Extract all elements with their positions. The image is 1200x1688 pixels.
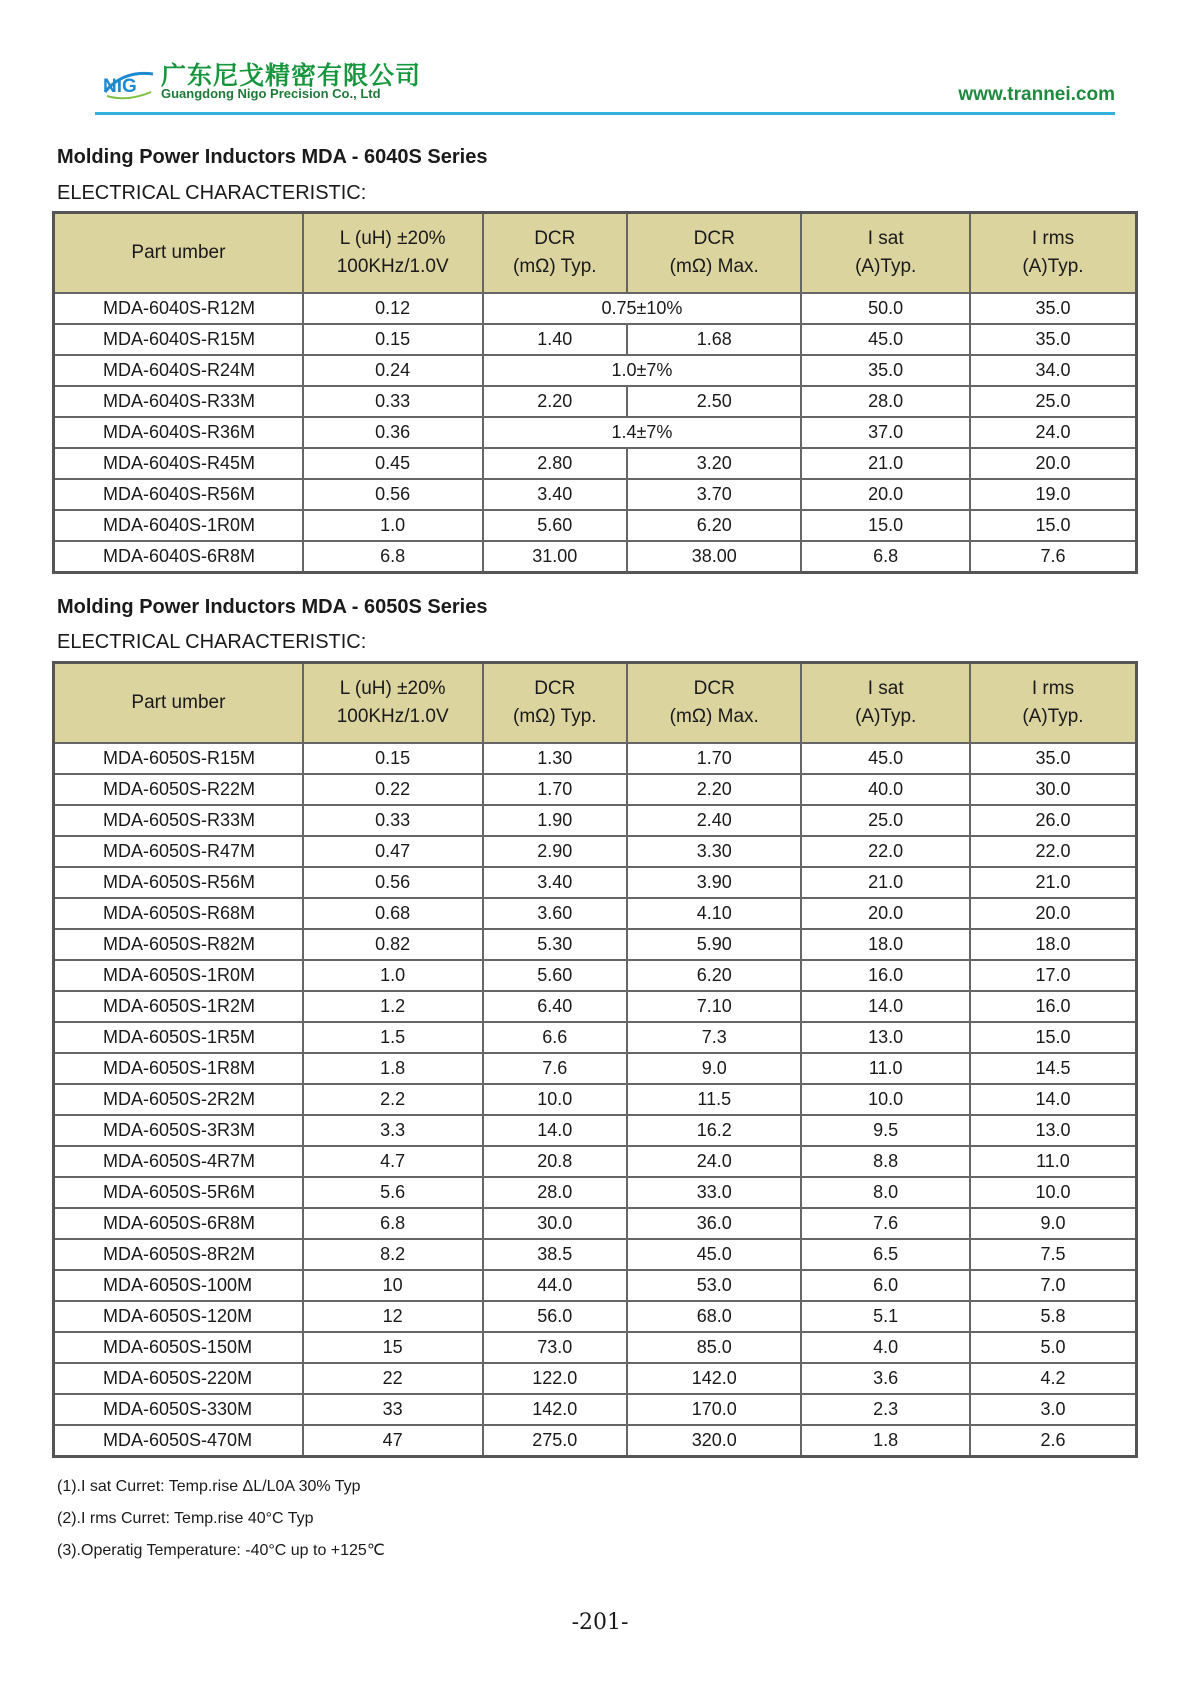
table-cell: 33 bbox=[303, 1394, 483, 1425]
column-header-line: I sat bbox=[867, 678, 904, 699]
table-cell: 18.0 bbox=[970, 929, 1137, 960]
footnote: (1).I sat Curret: Temp.rise ΔL/L0A 30% Typ bbox=[57, 1478, 361, 1495]
table-cell: 7.3 bbox=[627, 1022, 801, 1053]
table-cell: 2.3 bbox=[801, 1394, 970, 1425]
table-cell: 3.40 bbox=[483, 479, 628, 510]
part-number-cell: MDA-6050S-R56M bbox=[54, 867, 303, 898]
table-header bbox=[54, 213, 1137, 294]
table-cell: 20.0 bbox=[801, 479, 970, 510]
table-row bbox=[54, 1084, 1137, 1115]
table-row bbox=[54, 386, 1137, 417]
part-number-cell: MDA-6040S-R45M bbox=[54, 448, 303, 479]
table-row bbox=[54, 510, 1137, 541]
part-number-cell: MDA-6050S-1R5M bbox=[54, 1022, 303, 1053]
table-cell: 3.0 bbox=[970, 1394, 1137, 1425]
table-cell: 22.0 bbox=[801, 836, 970, 867]
column-header-line: (mΩ) Typ. bbox=[513, 256, 597, 277]
table-cell: 35.0 bbox=[801, 355, 970, 386]
table-cell: 11.0 bbox=[970, 1146, 1137, 1177]
column-header bbox=[483, 663, 628, 744]
table-cell: 36.0 bbox=[627, 1208, 801, 1239]
spec-table-6040s bbox=[52, 211, 1138, 574]
table-cell: 7.10 bbox=[627, 991, 801, 1022]
table-cell: 6.8 bbox=[801, 541, 970, 573]
table-cell: 20.0 bbox=[970, 448, 1137, 479]
table-cell: 18.0 bbox=[801, 929, 970, 960]
table-row bbox=[54, 774, 1137, 805]
column-header bbox=[303, 663, 483, 744]
table-row bbox=[54, 929, 1137, 960]
table-cell: 14.0 bbox=[801, 991, 970, 1022]
table-cell: 1.40 bbox=[483, 324, 628, 355]
table-cell: 4.10 bbox=[627, 898, 801, 929]
table-cell: 9.5 bbox=[801, 1115, 970, 1146]
table-cell: 25.0 bbox=[801, 805, 970, 836]
table-header bbox=[54, 663, 1137, 744]
table-row bbox=[54, 324, 1137, 355]
part-number-cell: MDA-6050S-4R7M bbox=[54, 1146, 303, 1177]
table-row bbox=[54, 1363, 1137, 1394]
table-cell: 25.0 bbox=[970, 386, 1137, 417]
table-cell: 17.0 bbox=[970, 960, 1137, 991]
table-row bbox=[54, 1425, 1137, 1457]
table-cell: 0.22 bbox=[303, 774, 483, 805]
table-row bbox=[54, 1301, 1137, 1332]
table-cell: 30.0 bbox=[483, 1208, 628, 1239]
table-cell: 0.33 bbox=[303, 805, 483, 836]
footnote: (3).Operatig Temperature: -40°C up to +125℃ bbox=[57, 1542, 385, 1559]
column-header-line: (A)Typ. bbox=[855, 706, 917, 727]
table-cell: 5.6 bbox=[303, 1177, 483, 1208]
table-cell: 19.0 bbox=[970, 479, 1137, 510]
table-cell: 7.6 bbox=[483, 1053, 628, 1084]
table-cell: 10.0 bbox=[801, 1084, 970, 1115]
column-header-line: L (uH) ±20% bbox=[339, 678, 446, 699]
part-number-cell: MDA-6050S-330M bbox=[54, 1394, 303, 1425]
table-cell: 5.60 bbox=[483, 960, 628, 991]
table-cell: 0.12 bbox=[303, 293, 483, 324]
series-title-6050s: Molding Power Inductors MDA - 6050S Series bbox=[57, 596, 488, 618]
table-cell: 24.0 bbox=[970, 417, 1137, 448]
table-cell: 7.6 bbox=[801, 1208, 970, 1239]
section-subtitle-6040s: ELECTRICAL CHARACTERISTIC: bbox=[57, 182, 367, 204]
table-cell: 4.0 bbox=[801, 1332, 970, 1363]
table-cell: 5.90 bbox=[627, 929, 801, 960]
table-cell: 85.0 bbox=[627, 1332, 801, 1363]
table-cell: 10 bbox=[303, 1270, 483, 1301]
table-cell: 1.0±7% bbox=[483, 355, 802, 386]
page-header bbox=[95, 52, 1115, 114]
part-number-cell: MDA-6050S-3R3M bbox=[54, 1115, 303, 1146]
table-row bbox=[54, 1146, 1137, 1177]
column-header-line: (A)Typ. bbox=[1022, 706, 1084, 727]
table-row bbox=[54, 355, 1137, 386]
table-cell: 1.0 bbox=[303, 510, 483, 541]
table-cell: 73.0 bbox=[483, 1332, 628, 1363]
table-cell: 0.24 bbox=[303, 355, 483, 386]
table-cell: 11.0 bbox=[801, 1053, 970, 1084]
column-header-line: (mΩ) Typ. bbox=[513, 706, 597, 727]
table-cell: 56.0 bbox=[483, 1301, 628, 1332]
part-number-cell: MDA-6040S-R24M bbox=[54, 355, 303, 386]
column-header-line: 100KHz/1.0V bbox=[336, 256, 449, 277]
table-cell: 30.0 bbox=[970, 774, 1137, 805]
table-cell: 13.0 bbox=[970, 1115, 1137, 1146]
table-row bbox=[54, 1177, 1137, 1208]
table-row bbox=[54, 479, 1137, 510]
part-number-cell: MDA-6050S-R15M bbox=[54, 743, 303, 774]
table-cell: 3.3 bbox=[303, 1115, 483, 1146]
column-header-line: I rms bbox=[1031, 228, 1075, 249]
table-cell: 6.40 bbox=[483, 991, 628, 1022]
table-row bbox=[54, 1208, 1137, 1239]
table-cell: 8.8 bbox=[801, 1146, 970, 1177]
part-number-cell: MDA-6050S-R68M bbox=[54, 898, 303, 929]
table-cell: 11.5 bbox=[627, 1084, 801, 1115]
column-header bbox=[801, 663, 970, 744]
column-header-line: I rms bbox=[1031, 678, 1075, 699]
table-cell: 7.5 bbox=[970, 1239, 1137, 1270]
table-cell: 3.20 bbox=[627, 448, 801, 479]
table-cell: 6.5 bbox=[801, 1239, 970, 1270]
table-body bbox=[54, 743, 1137, 1457]
table-row bbox=[54, 867, 1137, 898]
website-url: www.trannei.com bbox=[958, 84, 1115, 105]
logo-text: NIG bbox=[103, 76, 137, 97]
part-number-cell: MDA-6050S-470M bbox=[54, 1425, 303, 1457]
table-cell: 1.4±7% bbox=[483, 417, 802, 448]
table-row bbox=[54, 448, 1137, 479]
table-row bbox=[54, 960, 1137, 991]
table-cell: 1.2 bbox=[303, 991, 483, 1022]
table-cell: 10.0 bbox=[970, 1177, 1137, 1208]
table-cell: 2.20 bbox=[627, 774, 801, 805]
table-cell: 15.0 bbox=[970, 1022, 1137, 1053]
table-cell: 1.8 bbox=[303, 1053, 483, 1084]
table-cell: 28.0 bbox=[801, 386, 970, 417]
table-cell: 20.0 bbox=[801, 898, 970, 929]
table-cell: 21.0 bbox=[801, 867, 970, 898]
table-cell: 0.56 bbox=[303, 479, 483, 510]
table-cell: 22.0 bbox=[970, 836, 1137, 867]
column-header-line: DCR bbox=[534, 228, 576, 249]
table-cell: 34.0 bbox=[970, 355, 1137, 386]
column-header-line: I sat bbox=[867, 228, 904, 249]
column-header-line: Part umber bbox=[131, 242, 226, 263]
table-cell: 15 bbox=[303, 1332, 483, 1363]
table-cell: 22 bbox=[303, 1363, 483, 1394]
table-cell: 5.60 bbox=[483, 510, 628, 541]
column-header-line: 100KHz/1.0V bbox=[336, 706, 449, 727]
table-cell: 6.20 bbox=[627, 510, 801, 541]
part-number-cell: MDA-6050S-120M bbox=[54, 1301, 303, 1332]
table-cell: 28.0 bbox=[483, 1177, 628, 1208]
table-cell: 0.56 bbox=[303, 867, 483, 898]
column-header bbox=[801, 213, 970, 294]
table-cell: 2.2 bbox=[303, 1084, 483, 1115]
table-cell: 142.0 bbox=[483, 1394, 628, 1425]
table-cell: 170.0 bbox=[627, 1394, 801, 1425]
table-row bbox=[54, 1270, 1137, 1301]
table-row bbox=[54, 1053, 1137, 1084]
table-cell: 3.40 bbox=[483, 867, 628, 898]
column-header-line: Part umber bbox=[131, 692, 226, 713]
part-number-cell: MDA-6040S-1R0M bbox=[54, 510, 303, 541]
table-cell: 1.90 bbox=[483, 805, 628, 836]
part-number-cell: MDA-6040S-R36M bbox=[54, 417, 303, 448]
table-cell: 13.0 bbox=[801, 1022, 970, 1053]
table-cell: 6.20 bbox=[627, 960, 801, 991]
column-header bbox=[627, 213, 801, 294]
part-number-cell: MDA-6050S-1R2M bbox=[54, 991, 303, 1022]
table-cell: 21.0 bbox=[970, 867, 1137, 898]
table-cell: 68.0 bbox=[627, 1301, 801, 1332]
part-number-cell: MDA-6050S-R33M bbox=[54, 805, 303, 836]
table-cell: 2.6 bbox=[970, 1425, 1137, 1457]
table-cell: 8.0 bbox=[801, 1177, 970, 1208]
column-header-line: L (uH) ±20% bbox=[339, 228, 446, 249]
table-cell: 2.80 bbox=[483, 448, 628, 479]
table-cell: 0.47 bbox=[303, 836, 483, 867]
table-cell: 1.5 bbox=[303, 1022, 483, 1053]
part-number-cell: MDA-6050S-150M bbox=[54, 1332, 303, 1363]
company-name-cn: 广东尼戈精密有限公司 bbox=[161, 61, 422, 90]
table-row bbox=[54, 293, 1137, 324]
table-cell: 3.70 bbox=[627, 479, 801, 510]
table-cell: 0.36 bbox=[303, 417, 483, 448]
table-cell: 35.0 bbox=[970, 324, 1137, 355]
table-cell: 24.0 bbox=[627, 1146, 801, 1177]
table-row bbox=[54, 805, 1137, 836]
table-cell: 1.70 bbox=[483, 774, 628, 805]
column-header bbox=[627, 663, 801, 744]
table-cell: 35.0 bbox=[970, 293, 1137, 324]
table-row bbox=[54, 743, 1137, 774]
part-number-cell: MDA-6050S-220M bbox=[54, 1363, 303, 1394]
table-row bbox=[54, 1115, 1137, 1146]
part-number-cell: MDA-6050S-5R6M bbox=[54, 1177, 303, 1208]
table-body bbox=[54, 293, 1137, 573]
table-cell: 45.0 bbox=[801, 743, 970, 774]
table-cell: 1.30 bbox=[483, 743, 628, 774]
table-cell: 3.60 bbox=[483, 898, 628, 929]
table-row bbox=[54, 991, 1137, 1022]
table-row bbox=[54, 1239, 1137, 1270]
table-cell: 2.90 bbox=[483, 836, 628, 867]
part-number-cell: MDA-6050S-1R0M bbox=[54, 960, 303, 991]
table-cell: 31.00 bbox=[483, 541, 628, 573]
column-header-line: DCR bbox=[534, 678, 576, 699]
table-cell: 9.0 bbox=[970, 1208, 1137, 1239]
column-header-line: DCR bbox=[693, 228, 735, 249]
table-cell: 1.70 bbox=[627, 743, 801, 774]
table-cell: 14.0 bbox=[483, 1115, 628, 1146]
table-cell: 7.6 bbox=[970, 541, 1137, 573]
table-row bbox=[54, 541, 1137, 573]
table-cell: 0.68 bbox=[303, 898, 483, 929]
page-number: -201- bbox=[571, 1610, 629, 1635]
table-cell: 6.6 bbox=[483, 1022, 628, 1053]
table-cell: 1.8 bbox=[801, 1425, 970, 1457]
table-cell: 6.0 bbox=[801, 1270, 970, 1301]
column-header-line: DCR bbox=[693, 678, 735, 699]
table-cell: 122.0 bbox=[483, 1363, 628, 1394]
table-cell: 2.20 bbox=[483, 386, 628, 417]
table-cell: 6.8 bbox=[303, 1208, 483, 1239]
column-header bbox=[303, 213, 483, 294]
table-cell: 5.8 bbox=[970, 1301, 1137, 1332]
table-cell: 44.0 bbox=[483, 1270, 628, 1301]
table-cell: 0.15 bbox=[303, 743, 483, 774]
table-cell: 1.68 bbox=[627, 324, 801, 355]
table-cell: 37.0 bbox=[801, 417, 970, 448]
table-cell: 50.0 bbox=[801, 293, 970, 324]
table-cell: 4.7 bbox=[303, 1146, 483, 1177]
part-number-cell: MDA-6040S-R56M bbox=[54, 479, 303, 510]
column-header-line: (mΩ) Max. bbox=[669, 256, 759, 277]
part-number-cell: MDA-6050S-6R8M bbox=[54, 1208, 303, 1239]
part-number-cell: MDA-6050S-8R2M bbox=[54, 1239, 303, 1270]
table-row bbox=[54, 836, 1137, 867]
table-cell: 45.0 bbox=[627, 1239, 801, 1270]
table-cell: 0.75±10% bbox=[483, 293, 802, 324]
table-cell: 40.0 bbox=[801, 774, 970, 805]
table-cell: 16.2 bbox=[627, 1115, 801, 1146]
table-row bbox=[54, 898, 1137, 929]
part-number-cell: MDA-6040S-R33M bbox=[54, 386, 303, 417]
table-cell: 47 bbox=[303, 1425, 483, 1457]
column-header-line: (A)Typ. bbox=[1022, 256, 1084, 277]
table-row bbox=[54, 1332, 1137, 1363]
column-header bbox=[970, 663, 1137, 744]
table-cell: 9.0 bbox=[627, 1053, 801, 1084]
table-cell: 2.50 bbox=[627, 386, 801, 417]
table-cell: 26.0 bbox=[970, 805, 1137, 836]
part-number-cell: MDA-6040S-R12M bbox=[54, 293, 303, 324]
table-row bbox=[54, 1022, 1137, 1053]
section-subtitle-6050s: ELECTRICAL CHARACTERISTIC: bbox=[57, 631, 367, 653]
column-header bbox=[970, 213, 1137, 294]
part-number-cell: MDA-6040S-R15M bbox=[54, 324, 303, 355]
table-cell: 16.0 bbox=[801, 960, 970, 991]
table-cell: 14.0 bbox=[970, 1084, 1137, 1115]
column-header bbox=[54, 213, 303, 294]
table-cell: 20.8 bbox=[483, 1146, 628, 1177]
table-row bbox=[54, 1394, 1137, 1425]
table-cell: 53.0 bbox=[627, 1270, 801, 1301]
table-cell: 2.40 bbox=[627, 805, 801, 836]
table-cell: 8.2 bbox=[303, 1239, 483, 1270]
column-header-line: (mΩ) Max. bbox=[669, 706, 759, 727]
part-number-cell: MDA-6050S-100M bbox=[54, 1270, 303, 1301]
table-cell: 33.0 bbox=[627, 1177, 801, 1208]
table-cell: 320.0 bbox=[627, 1425, 801, 1457]
company-name-en: Guangdong Nigo Precision Co., Ltd bbox=[161, 86, 381, 101]
table-cell: 12 bbox=[303, 1301, 483, 1332]
spec-table-6050s bbox=[52, 661, 1138, 1458]
header-divider bbox=[95, 112, 1115, 115]
part-number-cell: MDA-6050S-R82M bbox=[54, 929, 303, 960]
column-header-line: (A)Typ. bbox=[855, 256, 917, 277]
table-cell: 16.0 bbox=[970, 991, 1137, 1022]
part-number-cell: MDA-6050S-2R2M bbox=[54, 1084, 303, 1115]
table-cell: 21.0 bbox=[801, 448, 970, 479]
table-cell: 1.0 bbox=[303, 960, 483, 991]
footnotes bbox=[57, 1471, 385, 1567]
part-number-cell: MDA-6040S-6R8M bbox=[54, 541, 303, 573]
table-cell: 15.0 bbox=[801, 510, 970, 541]
table-cell: 5.0 bbox=[970, 1332, 1137, 1363]
table-cell: 4.2 bbox=[970, 1363, 1137, 1394]
nig-logo-icon bbox=[101, 62, 157, 106]
table-cell: 15.0 bbox=[970, 510, 1137, 541]
table-cell: 3.30 bbox=[627, 836, 801, 867]
column-header bbox=[483, 213, 628, 294]
table-cell: 5.1 bbox=[801, 1301, 970, 1332]
table-cell: 0.33 bbox=[303, 386, 483, 417]
series-title-6040s: Molding Power Inductors MDA - 6040S Series bbox=[57, 146, 488, 168]
company-logo bbox=[101, 62, 157, 106]
table-cell: 7.0 bbox=[970, 1270, 1137, 1301]
table-cell: 45.0 bbox=[801, 324, 970, 355]
table-cell: 0.82 bbox=[303, 929, 483, 960]
table-cell: 10.0 bbox=[483, 1084, 628, 1115]
table-cell: 20.0 bbox=[970, 898, 1137, 929]
footnote: (2).I rms Curret: Temp.rise 40°C Typ bbox=[57, 1510, 314, 1527]
part-number-cell: MDA-6050S-R47M bbox=[54, 836, 303, 867]
table-cell: 5.30 bbox=[483, 929, 628, 960]
table-cell: 14.5 bbox=[970, 1053, 1137, 1084]
part-number-cell: MDA-6050S-R22M bbox=[54, 774, 303, 805]
table-cell: 142.0 bbox=[627, 1363, 801, 1394]
table-cell: 38.00 bbox=[627, 541, 801, 573]
column-header bbox=[54, 663, 303, 744]
table-cell: 3.6 bbox=[801, 1363, 970, 1394]
table-cell: 0.45 bbox=[303, 448, 483, 479]
table-cell: 35.0 bbox=[970, 743, 1137, 774]
table-cell: 38.5 bbox=[483, 1239, 628, 1270]
table-row bbox=[54, 417, 1137, 448]
table-cell: 6.8 bbox=[303, 541, 483, 573]
table-cell: 3.90 bbox=[627, 867, 801, 898]
table-cell: 275.0 bbox=[483, 1425, 628, 1457]
table-cell: 0.15 bbox=[303, 324, 483, 355]
part-number-cell: MDA-6050S-1R8M bbox=[54, 1053, 303, 1084]
